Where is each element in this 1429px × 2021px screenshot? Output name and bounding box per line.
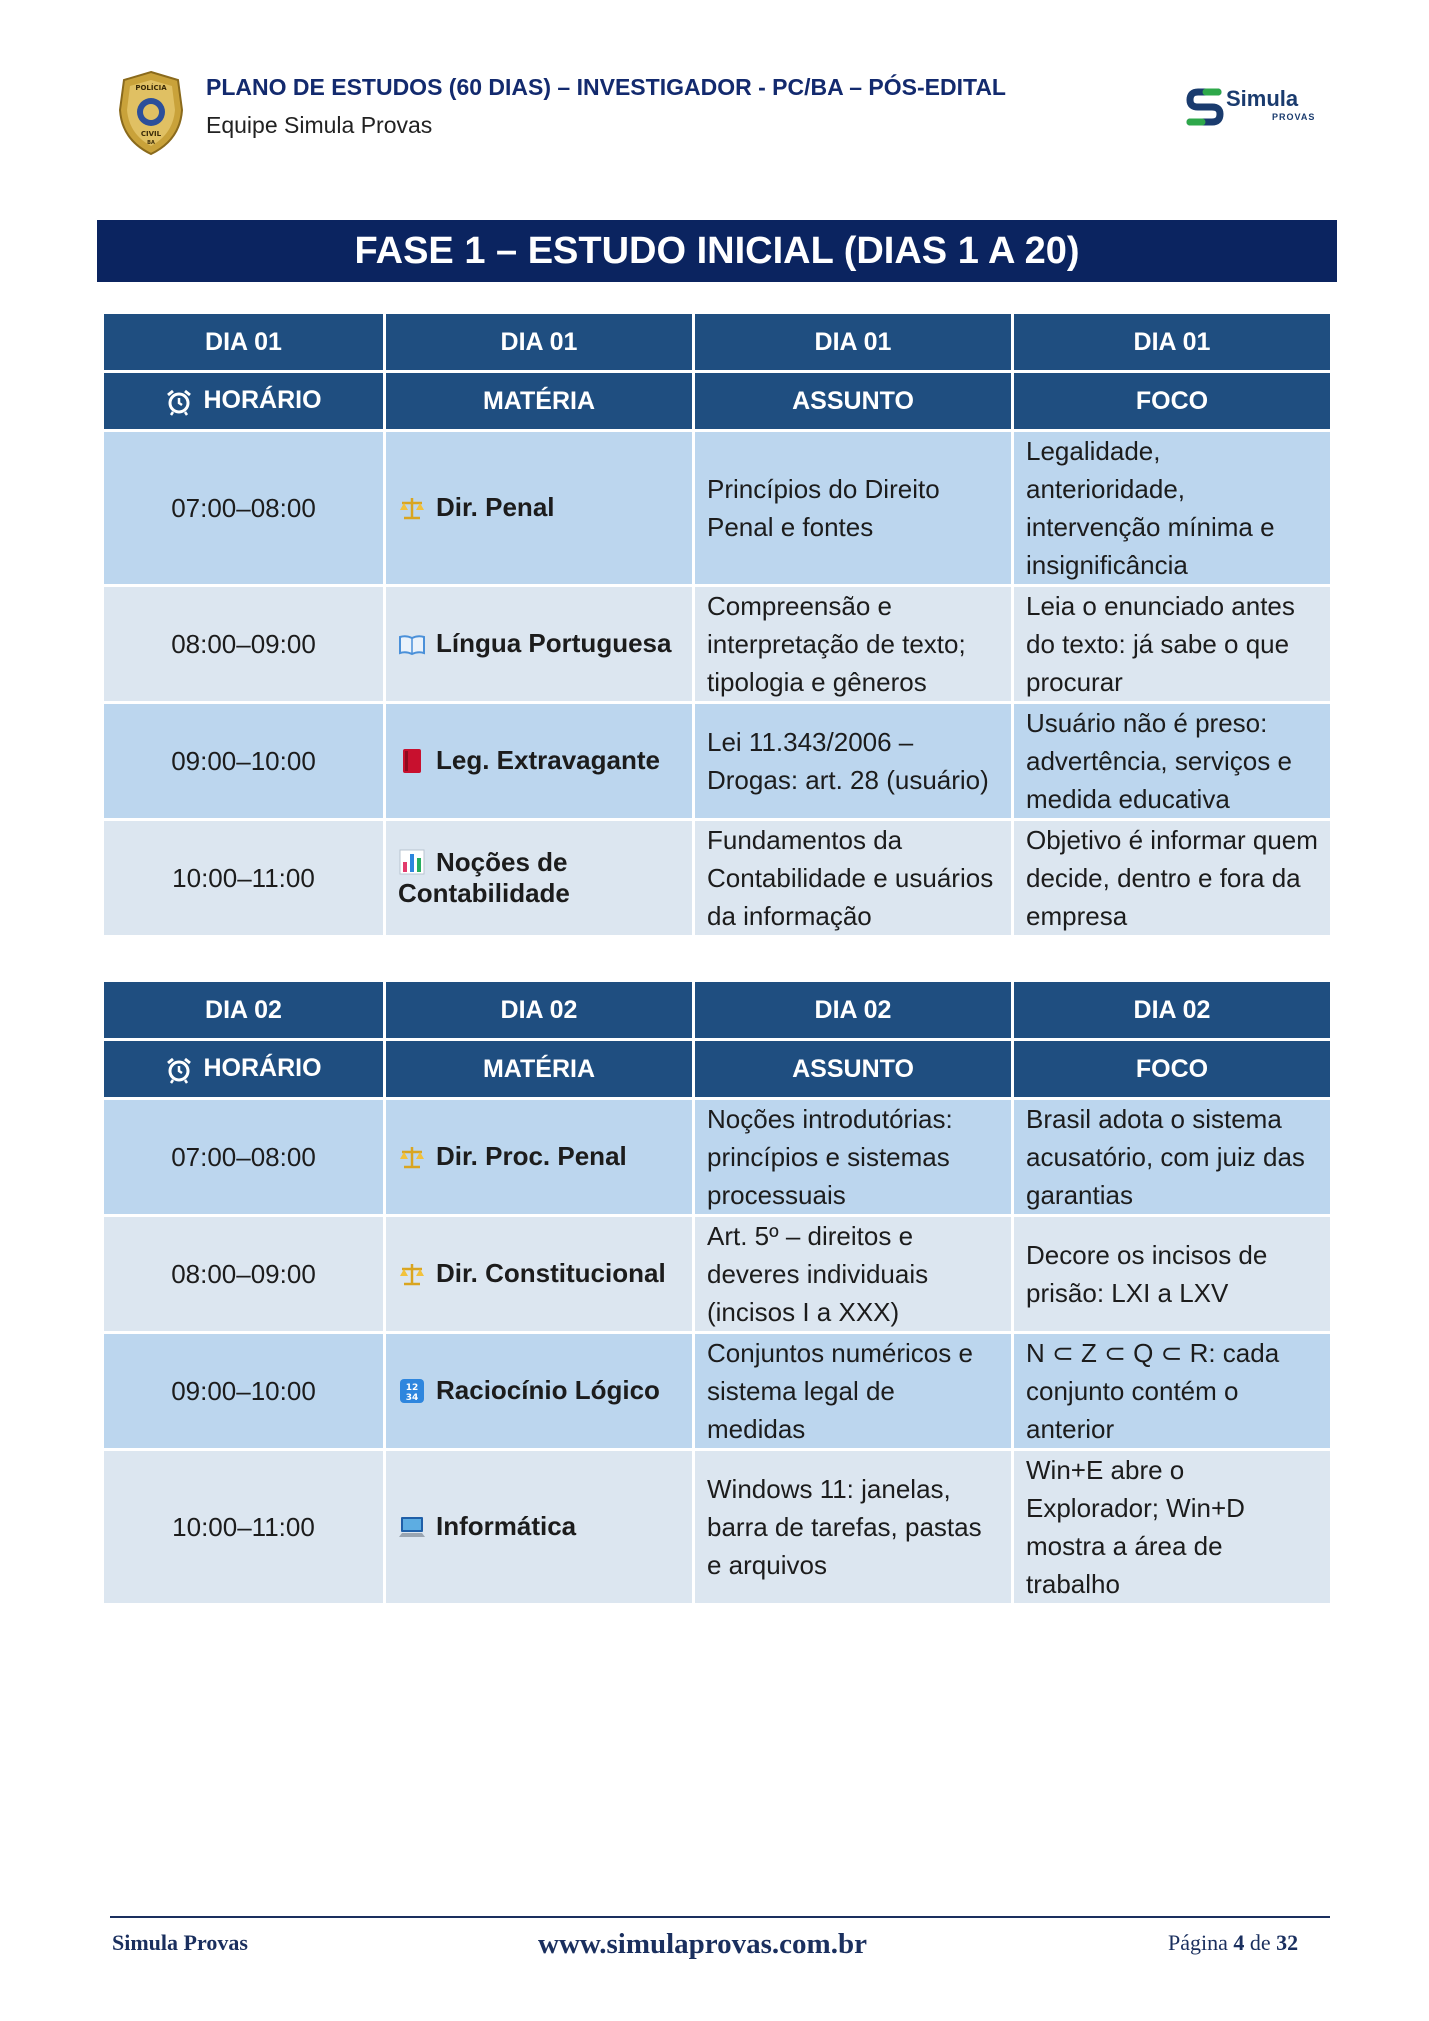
scales-icon [398,494,426,522]
table-row [104,821,1330,935]
topic-cell: Art. 5º – direitos e deveres individuais (incisos I a XXX) [695,1217,1011,1331]
page-total: 32 [1276,1930,1299,1955]
numbers-icon [398,1377,426,1405]
subject-cell [386,1334,692,1448]
topic-cell: Compreensão e interpretação de texto; tipologia e gêneros [695,587,1011,701]
day-label: DIA 02 [1014,982,1330,1038]
column-header-foco: FOCO [1014,1041,1330,1097]
svg-text:34: 34 [405,1392,419,1403]
day-label: DIA 01 [104,314,383,370]
subject-label: Raciocínio Lógico [436,1375,660,1406]
badge-bottom-text: CIVIL [140,130,162,138]
time-cell: 08:00–09:00 [104,587,383,701]
column-header-row [104,1041,1330,1097]
day-label: DIA 02 [104,982,383,1038]
footer-divider [110,1916,1330,1918]
phase-banner: FASE 1 – ESTUDO INICIAL (DIAS 1 A 20) [97,220,1337,282]
topic-cell: Fundamentos da Contabilidade e usuários da informação [695,821,1011,935]
time-cell: 10:00–11:00 [104,821,383,935]
subject-cell [386,704,692,818]
table-row [104,704,1330,818]
badge-top-text: POLÍCIA [135,84,167,92]
focus-cell: N ⊂ Z ⊂ Q ⊂ R: cada conjunto contém o anterior [1014,1334,1330,1448]
column-header-assunto: ASSUNTO [695,1041,1011,1097]
page-current: 4 [1233,1930,1245,1955]
subject-cell [386,1451,692,1603]
topic-cell: Conjuntos numéricos e sistema legal de medidas [695,1334,1011,1448]
day-label: DIA 01 [386,314,692,370]
brand-s-icon [1184,84,1228,130]
subject-cell [386,432,692,584]
bar-chart-icon [398,848,426,876]
column-header-materia: MATÉRIA [386,1041,692,1097]
brand-logo [1184,84,1324,130]
subject-cell [386,1100,692,1214]
subject-cell [386,587,692,701]
brand-name: Simula [1226,86,1299,111]
subject-label: Dir. Penal [436,492,555,523]
table-row [104,1334,1330,1448]
column-header-assunto: ASSUNTO [695,373,1011,429]
subject-cell [386,1217,692,1331]
page-prefix: Página [1168,1930,1228,1955]
focus-cell: Leia o enunciado antes do texto: já sabe o que procurar [1014,587,1330,701]
topic-cell: Princípios do Direito Penal e fontes [695,432,1011,584]
alarm-clock-icon [165,1056,193,1084]
topic-cell: Lei 11.343/2006 – Drogas: art. 28 (usuário) [695,704,1011,818]
badge-state-text: BA [147,140,155,146]
brand-sub: PROVAS [1272,112,1316,122]
topic-cell: Noções introdutórias: princípios e sistemas processuais [695,1100,1011,1214]
page-header [116,70,1316,170]
focus-cell: Win+E abre o Explorador; Win+D mostra a área de trabalho [1014,1451,1330,1603]
time-cell: 09:00–10:00 [104,704,383,818]
day-label-row [104,314,1330,370]
document-title: PLANO DE ESTUDOS (60 DIAS) – INVESTIGADOR - PC/BA – PÓS-EDITAL [206,74,1006,100]
table-row [104,1451,1330,1603]
table-row [104,1100,1330,1214]
computer-icon [398,1513,426,1541]
book-icon [398,630,426,658]
time-cell: 07:00–08:00 [104,1100,383,1214]
subject-label: Língua Portuguesa [436,628,672,659]
subject-cell [386,821,692,935]
scales-icon [398,1260,426,1288]
day-label: DIA 01 [695,314,1011,370]
day-label: DIA 01 [1014,314,1330,370]
police-badge-icon [116,70,186,156]
column-header-foco: FOCO [1014,373,1330,429]
time-cell: 09:00–10:00 [104,1334,383,1448]
page-of: de [1249,1930,1271,1955]
column-header-horario [104,373,383,429]
time-cell: 08:00–09:00 [104,1217,383,1331]
focus-cell: Brasil adota o sistema acusatório, com juiz das garantias [1014,1100,1330,1214]
subject-label: Informática [436,1511,577,1542]
column-header-label: HORÁRIO [203,1054,322,1083]
svg-text:12: 12 [405,1382,419,1393]
day-table-1 [101,311,1333,938]
table-row [104,432,1330,584]
footer-website-link[interactable]: www.simulaprovas.com.br [538,1928,867,1960]
subject-label: Dir. Proc. Penal [436,1141,627,1172]
column-header-label: HORÁRIO [203,386,322,415]
column-header-materia: MATÉRIA [386,373,692,429]
time-cell: 07:00–08:00 [104,432,383,584]
focus-cell: Decore os incisos de prisão: LXI a LXV [1014,1217,1330,1331]
time-cell: 10:00–11:00 [104,1451,383,1603]
topic-cell: Windows 11: janelas, barra de tarefas, pastas e arquivos [695,1451,1011,1603]
table-row [104,1217,1330,1331]
focus-cell: Usuário não é preso: advertência, serviços e medida educativa [1014,704,1330,818]
day-table-2 [101,979,1333,1606]
scales-icon [398,1143,426,1171]
subject-label: Noções de Contabilidade [398,846,570,909]
focus-cell: Legalidade, anterioridade, intervenção mínima e insignificância [1014,432,1330,584]
subject-label: Dir. Constitucional [436,1258,666,1289]
page-number [1168,1930,1298,1956]
subject-label: Leg. Extravagante [436,745,660,776]
footer-brand: Simula Provas [112,1930,248,1955]
column-header-row [104,373,1330,429]
column-header-horario [104,1041,383,1097]
day-label-row [104,982,1330,1038]
focus-cell: Objetivo é informar quem decide, dentro e fora da empresa [1014,821,1330,935]
document-subtitle: Equipe Simula Provas [206,112,433,138]
table-row [104,587,1330,701]
alarm-clock-icon [165,388,193,416]
day-label: DIA 02 [386,982,692,1038]
day-label: DIA 02 [695,982,1011,1038]
red-book-icon [398,747,426,775]
